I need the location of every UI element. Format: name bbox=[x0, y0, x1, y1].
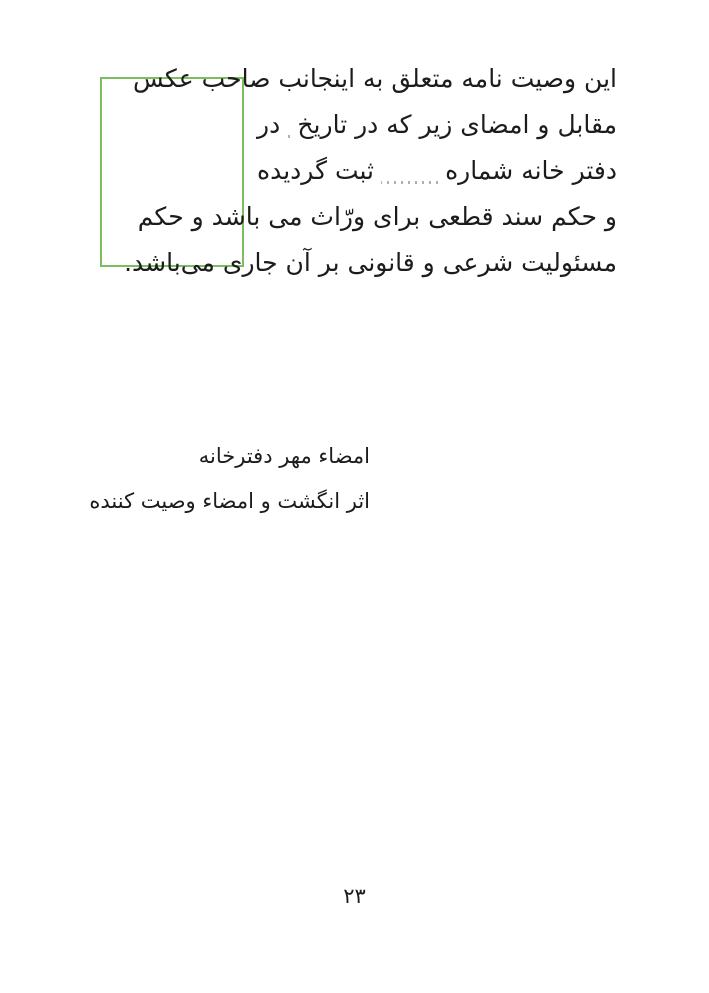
testator-signature-caption: اثر انگشت و امضاء وصیت کننده bbox=[89, 489, 370, 513]
paragraph-line-2-start: مقابل و امضای زیر که در تاریخ bbox=[297, 110, 617, 139]
paragraph-line-4: و حکم سند قطعی برای ورّاث می باشد و حکم bbox=[137, 202, 617, 231]
will-statement-paragraph bbox=[124, 56, 617, 286]
registry-number-dotted-blank bbox=[381, 181, 438, 184]
paragraph-line-3-start: دفتر خانه شماره bbox=[445, 156, 617, 185]
notary-seal-caption: امضاء مهر دفترخانه bbox=[198, 444, 370, 468]
paragraph-line-5: مسئولیت شرعی و قانونی بر آن جاری می‌باشد. bbox=[124, 248, 617, 277]
paragraph-line-3 bbox=[257, 148, 617, 194]
signature-captions bbox=[90, 434, 370, 524]
paragraph-line-2 bbox=[257, 102, 617, 148]
paragraph-line-1: این وصیت نامه متعلق به اینجانب صاحب عکس bbox=[133, 64, 617, 93]
page-number: ۲۳ bbox=[343, 884, 366, 908]
date-dotted-blank bbox=[287, 135, 290, 138]
paragraph-line-3-end: ثبت گردیده bbox=[257, 156, 375, 185]
paragraph-line-2-end: در bbox=[257, 110, 281, 139]
